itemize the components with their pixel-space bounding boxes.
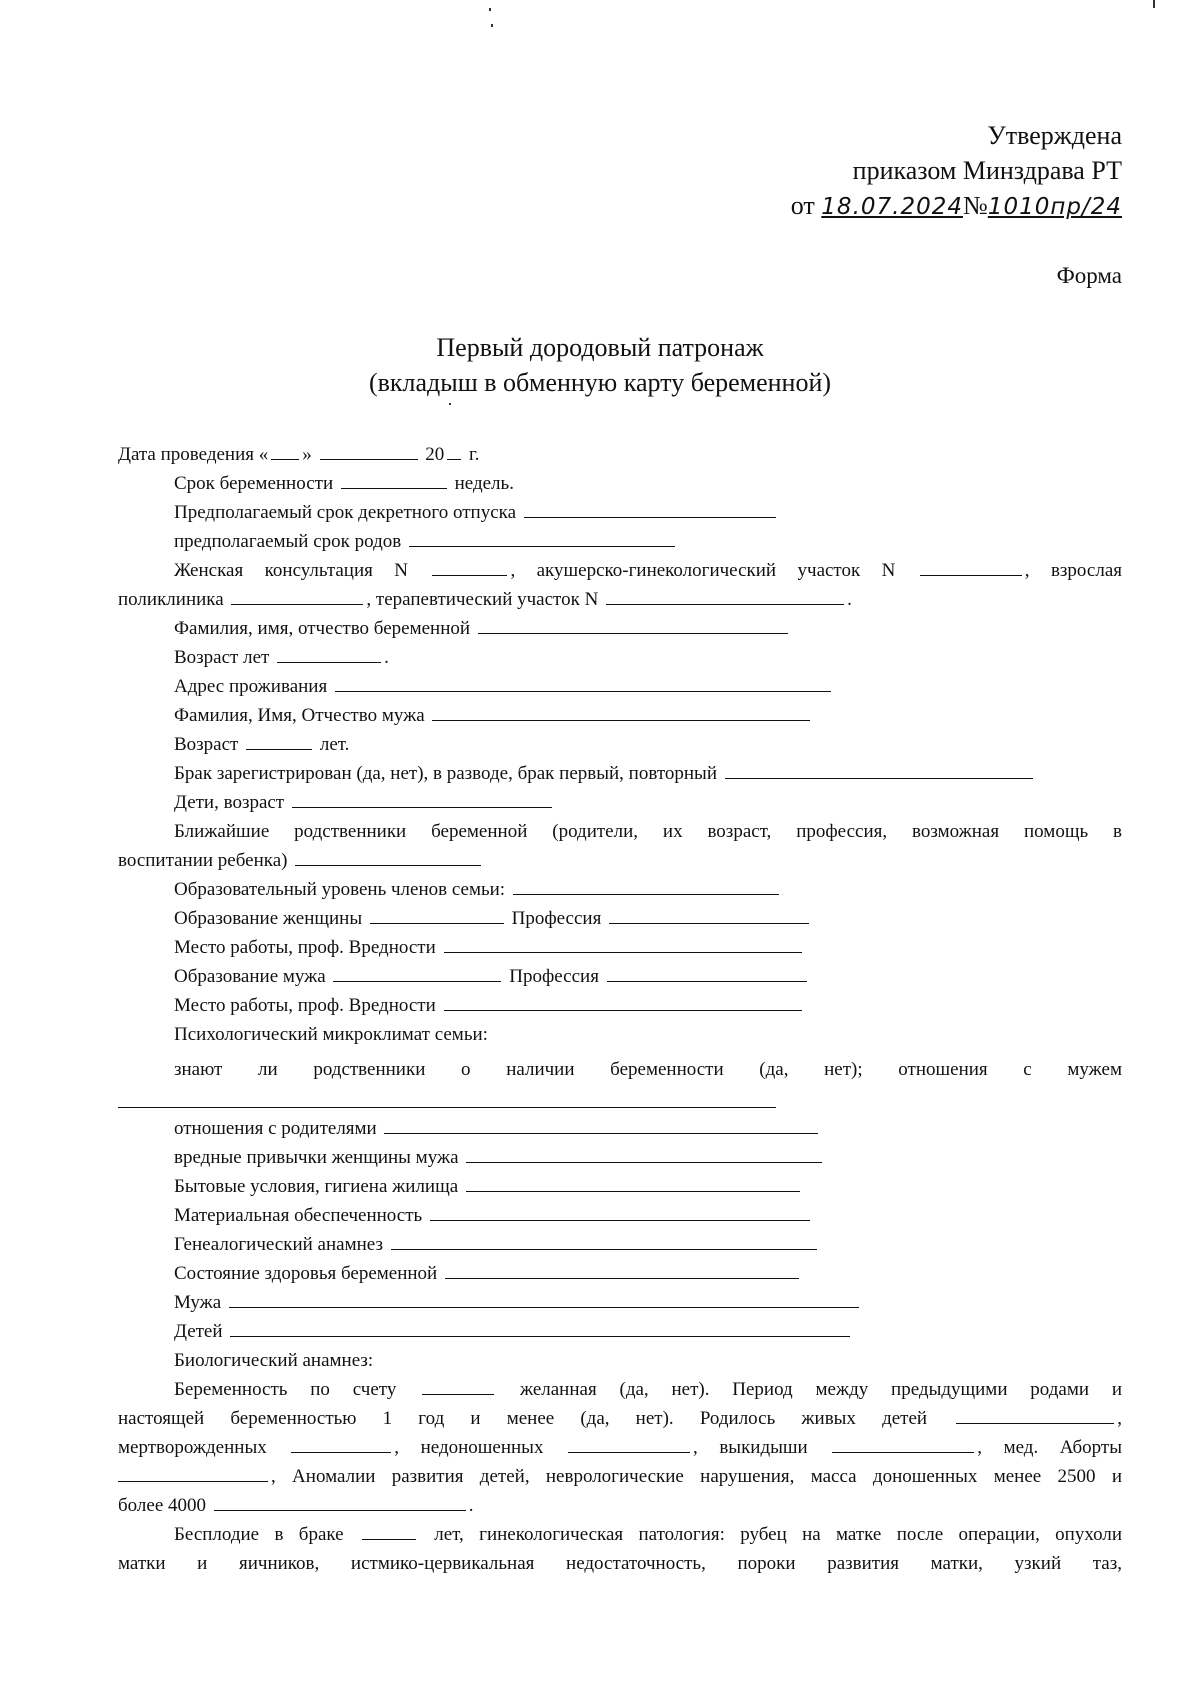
anomalies-row [118, 1462, 1122, 1491]
dot: . [384, 647, 389, 668]
adult-label: , взрослая [1024, 560, 1122, 581]
husband-relations-field[interactable] [118, 1089, 776, 1108]
husband-health-row [118, 1288, 1122, 1317]
over-label: более 4000 [118, 1495, 207, 1516]
consultation-field[interactable] [432, 557, 507, 576]
stillborn-row [118, 1433, 1122, 1462]
approved-label: Утверждена [987, 121, 1122, 150]
husband-health-label: Мужа [174, 1292, 222, 1313]
comma: , [1117, 1408, 1122, 1429]
edu-family-field[interactable] [513, 876, 779, 895]
miscarriage-label: , выкидыши [693, 1437, 808, 1458]
scan-mark [1153, 0, 1155, 8]
scan-mark [491, 24, 493, 27]
habits-field[interactable] [466, 1144, 822, 1163]
district-field[interactable] [920, 557, 1022, 576]
relatives-row-2 [118, 846, 1122, 875]
fio-label: Фамилия, имя, отчество беременной [174, 618, 471, 639]
clinic-label: поликлиника [118, 589, 224, 610]
month-field[interactable] [320, 441, 418, 460]
infertility-rest: лет, гинекологическая патология: рубец на матке после операции, опухоли [434, 1524, 1123, 1545]
edu-woman-row [118, 904, 1122, 933]
term-label: Срок беременности [174, 473, 334, 494]
address-field[interactable] [335, 673, 831, 692]
age-field[interactable] [277, 644, 381, 663]
marriage-field[interactable] [725, 760, 1033, 779]
over-field[interactable] [214, 1492, 466, 1511]
health-field[interactable] [445, 1260, 799, 1279]
edu-family-row [118, 875, 1122, 904]
relatives-row [118, 817, 1122, 846]
premature-field[interactable] [568, 1434, 690, 1453]
living-label: Бытовые условия, гигиена жилища [174, 1176, 459, 1197]
edu-woman-label: Образование женщины [174, 908, 363, 929]
genealogy-field[interactable] [391, 1231, 817, 1250]
year-prefix: 20 [425, 444, 445, 465]
living-field[interactable] [466, 1173, 800, 1192]
health-label: Состояние здоровья беременной [174, 1263, 438, 1284]
woman-work-label: Место работы, проф. Вредности [174, 937, 436, 958]
order-date-handwritten: 18.07.2024 [821, 194, 963, 220]
district-label: , акушерско-гинекологический участок N [510, 560, 896, 581]
premature-label: , недоношенных [394, 1437, 544, 1458]
date-label: Дата проведения « [118, 444, 269, 465]
psych-row [118, 1020, 1122, 1049]
fio-field[interactable] [478, 615, 788, 634]
over-row [118, 1491, 1122, 1520]
term-row [118, 469, 1122, 498]
abortion-field[interactable] [118, 1463, 268, 1482]
husband-fio-field[interactable] [432, 702, 810, 721]
birth-field[interactable] [409, 528, 675, 547]
age-label: Возраст лет [174, 647, 270, 668]
alive-children-field[interactable] [956, 1405, 1114, 1424]
kids-health-label: Детей [174, 1321, 223, 1342]
relatives-label: Ближайшие родственники беременной (родители, их возраст, профессия, возможная помощь в [174, 821, 1122, 842]
date-row [118, 440, 1122, 469]
edu-husband-field[interactable] [333, 963, 501, 982]
parents-relations-row [118, 1114, 1122, 1143]
children-row [118, 788, 1122, 817]
husband-age-suffix: лет. [319, 734, 350, 755]
fio-row [118, 614, 1122, 643]
uterus-label: матки и яичников, истмико-цервикальная недостаточность, пороки развития матки, узкий таз, [118, 1553, 1122, 1574]
infertility-field[interactable] [362, 1521, 416, 1540]
husband-fio-label: Фамилия, Имя, Отчество мужа [174, 705, 425, 726]
husband-work-label: Место работы, проф. Вредности [174, 995, 436, 1016]
woman-profession-label: Профессия [511, 908, 602, 929]
marriage-label: Брак зарегистрирован (да, нет), в разводе, брак первый, повторный [174, 763, 717, 784]
bio-label: Биологический анамнез: [174, 1350, 374, 1371]
living-row [118, 1172, 1122, 1201]
husband-profession-field[interactable] [607, 963, 807, 982]
therapist-field[interactable] [606, 586, 844, 605]
order-number-handwritten: 1010пр/24 [987, 194, 1122, 220]
psych-label: Психологический микроклимат семьи: [174, 1024, 488, 1045]
day-field[interactable] [271, 441, 299, 460]
edu-family-label: Образовательный уровень членов семьи: [174, 879, 506, 900]
preg-count-row [118, 1375, 1122, 1404]
leave-row [118, 498, 1122, 527]
date-quote: » [302, 444, 312, 465]
order-label: приказом Минздрава РТ [852, 156, 1122, 185]
psych-relatives-label: знают ли родственники о наличии беременности (да, нет); отношения с мужем [174, 1059, 1122, 1080]
habits-label: вредные привычки женщины мужа [174, 1147, 459, 1168]
abortion-label: , мед. Аборты [977, 1437, 1123, 1458]
dot: . [468, 1495, 474, 1516]
husband-work-row [118, 991, 1122, 1020]
kids-health-field[interactable] [230, 1318, 850, 1337]
uterus-row [118, 1549, 1122, 1578]
edu-husband-label: Образование мужа [174, 966, 326, 987]
psych-relatives-row [118, 1055, 1122, 1084]
title-line-1: Первый дородовый патронаж [436, 333, 764, 362]
husband-profession-label: Профессия [509, 966, 599, 987]
from-label: от [790, 191, 815, 220]
consultation-label: Женская консультация N [174, 560, 409, 581]
title-line-2: (вкладыш в обменную карту беременной) [368, 368, 832, 397]
children-field[interactable] [292, 789, 552, 808]
clinic-field[interactable] [231, 586, 363, 605]
term-field[interactable] [341, 470, 447, 489]
parents-relations-field[interactable] [384, 1115, 818, 1134]
consultation-row [118, 556, 1122, 585]
stillborn-field[interactable] [291, 1434, 391, 1453]
habits-row [118, 1143, 1122, 1172]
scan-mark [449, 403, 451, 405]
age-row [118, 643, 1122, 672]
clinic-row [118, 585, 1122, 614]
order-date-line [791, 188, 1122, 225]
scan-mark [489, 8, 491, 11]
preg-count-label: Беременность по счету [174, 1379, 397, 1400]
husband-fio-row [118, 701, 1122, 730]
material-row [118, 1201, 1122, 1230]
anomalies-label: , Аномалии развития детей, неврологические нарушения, масса доношенных менее 2500 и [271, 1466, 1122, 1487]
interval-row [118, 1404, 1122, 1433]
year-suffix: г. [469, 444, 480, 465]
husband-health-field[interactable] [229, 1289, 859, 1308]
approval-block [791, 118, 1122, 225]
woman-work-row [118, 933, 1122, 962]
address-row [118, 672, 1122, 701]
number-sign: № [963, 191, 988, 220]
relatives-field[interactable] [295, 847, 481, 866]
material-label: Материальная обеспеченность [174, 1205, 423, 1226]
husband-work-field[interactable] [444, 992, 802, 1011]
kids-health-row [118, 1317, 1122, 1346]
therapist-label: , терапевтический участок N [366, 589, 599, 610]
birth-row [118, 527, 1122, 556]
document-title [0, 330, 1200, 400]
woman-work-field[interactable] [444, 934, 802, 953]
genealogy-row [118, 1230, 1122, 1259]
husband-age-label: Возраст [174, 734, 239, 755]
marriage-row [118, 759, 1122, 788]
leave-label: Предполагаемый срок декретного отпуска [174, 502, 517, 523]
husband-age-row [118, 730, 1122, 759]
stillborn-label: мертворожденных [118, 1437, 267, 1458]
form-body [118, 440, 1122, 1578]
infertility-row [118, 1520, 1122, 1549]
interval-label: настоящей беременностью 1 год и менее (да, нет). Родилось живых детей [118, 1408, 928, 1429]
birth-label: предполагаемый срок родов [174, 531, 402, 552]
edu-woman-field[interactable] [370, 905, 504, 924]
edu-husband-row [118, 962, 1122, 991]
leave-field[interactable] [524, 499, 776, 518]
husband-age-field[interactable] [246, 731, 312, 750]
children-label: Дети, возраст [174, 792, 285, 813]
year-field[interactable] [447, 441, 461, 460]
relatives-label-2: воспитании ребенка) [118, 850, 288, 871]
genealogy-label: Генеалогический анамнез [174, 1234, 383, 1255]
forma-label: Форма [1056, 263, 1122, 288]
term-suffix: недель. [454, 473, 514, 494]
preg-count-field[interactable] [422, 1376, 494, 1395]
health-row [118, 1259, 1122, 1288]
woman-profession-field[interactable] [609, 905, 809, 924]
address-label: Адрес проживания [174, 676, 328, 697]
miscarriage-field[interactable] [832, 1434, 974, 1453]
psych-line-row [118, 1088, 1122, 1106]
parents-relations-label: отношения с родителями [174, 1118, 377, 1139]
dot: . [847, 589, 852, 610]
bio-row [118, 1346, 1122, 1375]
infertility-label: Бесплодие в браке [174, 1524, 344, 1545]
material-field[interactable] [430, 1202, 810, 1221]
preg-count-rest: желанная (да, нет). Период между предыдущими родами и [519, 1379, 1123, 1400]
